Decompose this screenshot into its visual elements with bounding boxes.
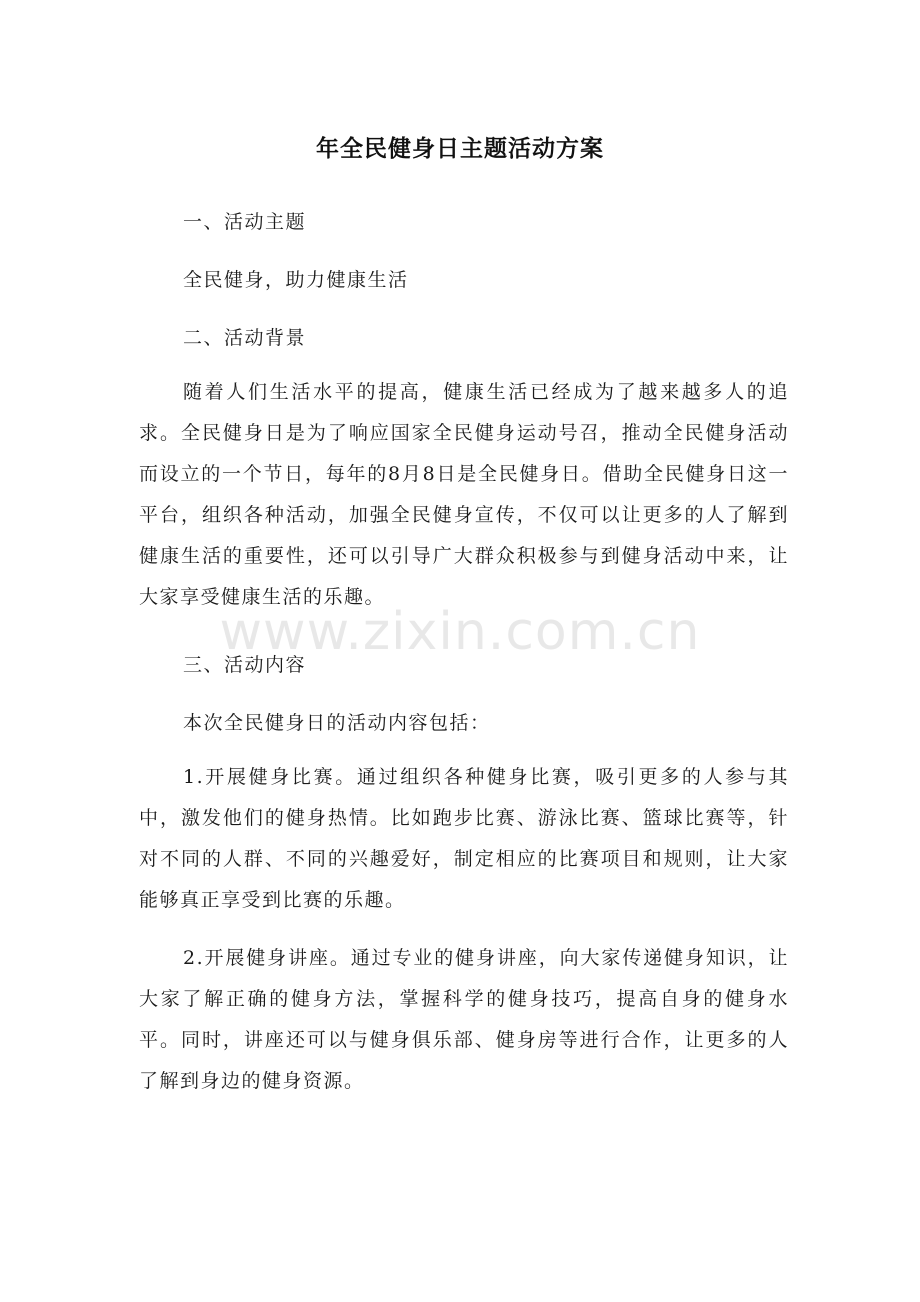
background-paragraph: 随着人们生活水平的提高，健康生活已经成为了越来越多人的追求。全民健身日是为了响应国家全民健身运动号召，推动全民健身活动而设立的一个节日，每年的8月8日是全民健身日。借助全民健身日这一平台，组织各种活动，加强全民健身宣传，不仅可以让更多的人了解到健康生活的重要性，还可以引导广大群众积极参与到健身活动中来，让大家享受健康生活的乐趣。 <box>139 381 789 608</box>
document-title: 年全民健身日主题活动方案 <box>316 136 604 162</box>
section-heading-content: 三、活动内容 <box>183 654 307 676</box>
section-heading-theme: 一、活动主题 <box>183 211 307 233</box>
section-heading-background: 二、活动背景 <box>183 327 307 349</box>
watermark: www.zixin.com.cn <box>219 602 701 662</box>
theme-text: 全民健身，助力健康生活 <box>183 269 409 291</box>
content-item-1: 1.开展健身比赛。通过组织各种健身比赛，吸引更多的人参与其中，激发他们的健身热情。比如跑步比赛、游泳比赛、篮球比赛等，针对不同的人群、不同的兴趣爱好，制定相应的比赛项目和规则，让大家能够真正享受到比赛的乐趣。 <box>139 766 789 911</box>
content-intro: 本次全民健身日的活动内容包括： <box>183 712 491 734</box>
content-item-2: 2.开展健身讲座。通过专业的健身讲座，向大家传递健身知识，让大家了解正确的健身方法，掌握科学的健身技巧，提高自身的健身水平。同时，讲座还可以与健身俱乐部、健身房等进行合作，让更多的人了解到身边的健身资源。 <box>139 947 789 1092</box>
